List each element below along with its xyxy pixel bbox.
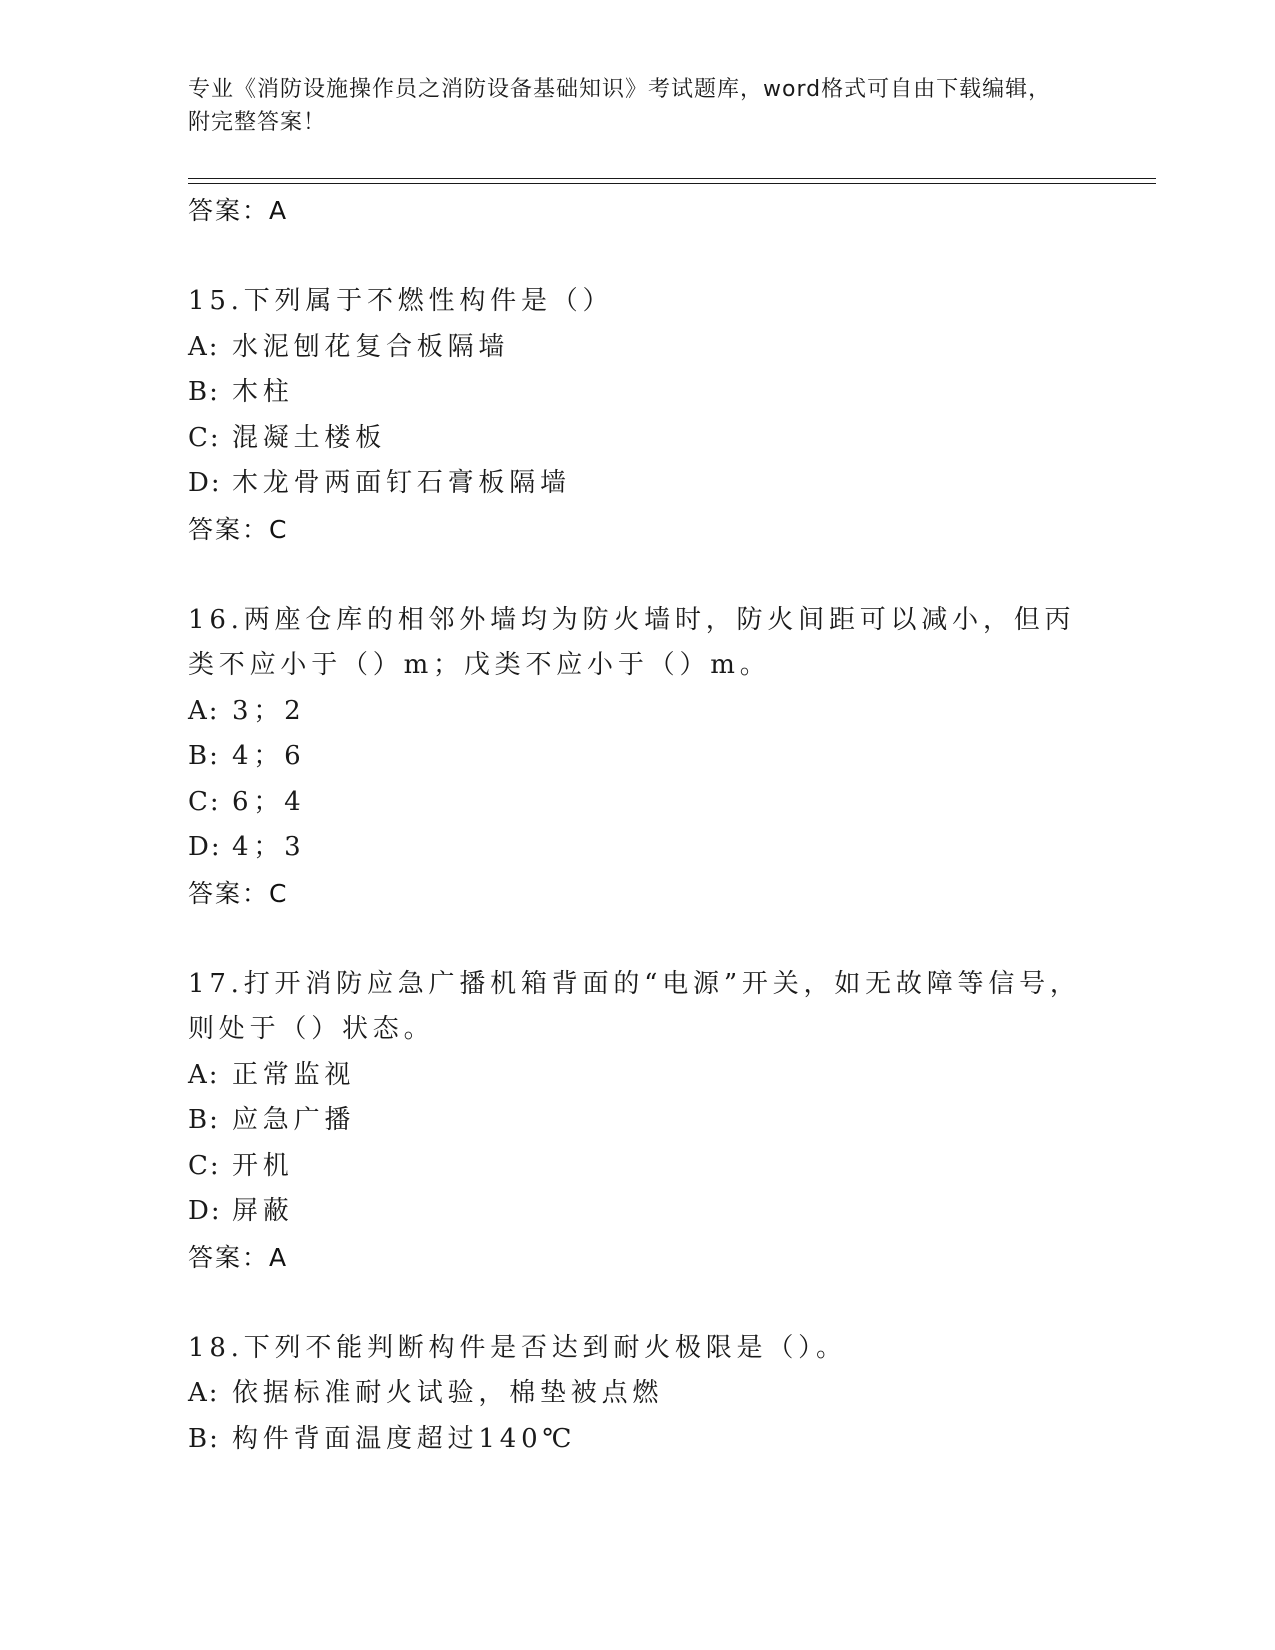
option-text: 3；2 <box>232 695 306 726</box>
option-c <box>188 1144 1088 1190</box>
option-letter: B: <box>188 741 220 771</box>
option-b <box>188 1098 1088 1144</box>
question-block <box>188 598 1088 916</box>
option-a <box>188 1371 1088 1417</box>
option-text: 依据标准耐火试验，棉垫被点燃 <box>232 1378 664 1408</box>
option-letter: A: <box>188 695 220 726</box>
question-text: 15.下列属于不燃性构件是（） <box>188 286 614 316</box>
option-text: 构件背面温度超过140℃ <box>232 1423 577 1454</box>
option-text: 应急广播 <box>232 1105 356 1135</box>
option-text: 水泥刨花复合板隔墙 <box>232 331 510 362</box>
option-letter: B: <box>188 377 220 407</box>
option-c <box>188 780 1088 826</box>
question-block <box>188 962 1088 1280</box>
answer-line: 答案：C <box>188 514 289 544</box>
option-letter: C: <box>188 422 221 453</box>
option-letter: D: <box>188 1196 222 1226</box>
option-letter: C: <box>188 786 221 817</box>
question-text: 16.两座仓库的相邻外墙均为防火墙时，防火间距可以减小，但丙类不应小于（）m；戊类不应小于（）m。 <box>188 604 1076 680</box>
question-block <box>188 1326 1088 1463</box>
option-text: 4；3 <box>232 832 306 862</box>
header-divider-bottom <box>188 183 1156 184</box>
question-text: 17.打开消防应急广播机箱背面的“电源”开关，如无故障等信号，则处于（）状态。 <box>188 968 1081 1044</box>
option-d <box>188 1189 1088 1235</box>
option-letter: A: <box>188 1059 220 1090</box>
option-text: 正常监视 <box>232 1059 356 1090</box>
question-list <box>188 188 1088 1462</box>
question-text: 18.下列不能判断构件是否达到耐火极限是（）。 <box>188 1332 847 1363</box>
question-block <box>188 279 1088 552</box>
option-text: 6；4 <box>232 786 306 817</box>
header-divider-top <box>188 178 1156 179</box>
option-a <box>188 689 1088 735</box>
option-a <box>188 1053 1088 1099</box>
option-letter: A: <box>188 1378 220 1408</box>
option-letter: C: <box>188 1150 221 1181</box>
option-text: 4；6 <box>232 741 306 771</box>
option-letter: B: <box>188 1423 220 1454</box>
option-text: 混凝土楼板 <box>232 422 387 453</box>
answer-line: 答案：A <box>188 196 289 225</box>
option-letter: D: <box>188 468 222 498</box>
option-d <box>188 825 1088 871</box>
option-text: 开机 <box>232 1150 294 1181</box>
option-c <box>188 416 1088 462</box>
answer-line: 答案：C <box>188 878 289 908</box>
option-letter: B: <box>188 1105 220 1135</box>
option-text: 木柱 <box>232 377 294 407</box>
option-text: 木龙骨两面钉石膏板隔墙 <box>232 468 571 498</box>
option-text: 屏蔽 <box>232 1196 294 1226</box>
option-d <box>188 461 1088 507</box>
answer-line: 答案：A <box>188 1242 289 1272</box>
option-a <box>188 325 1088 371</box>
option-letter: A: <box>188 331 220 362</box>
option-b <box>188 370 1088 416</box>
option-letter: D: <box>188 832 222 862</box>
option-b <box>188 1417 1088 1463</box>
document-header: 专业《消防设施操作员之消防设备基础知识》考试题库，word格式可自由下载编辑，附完整答案！ <box>188 77 1052 135</box>
option-b <box>188 734 1088 780</box>
